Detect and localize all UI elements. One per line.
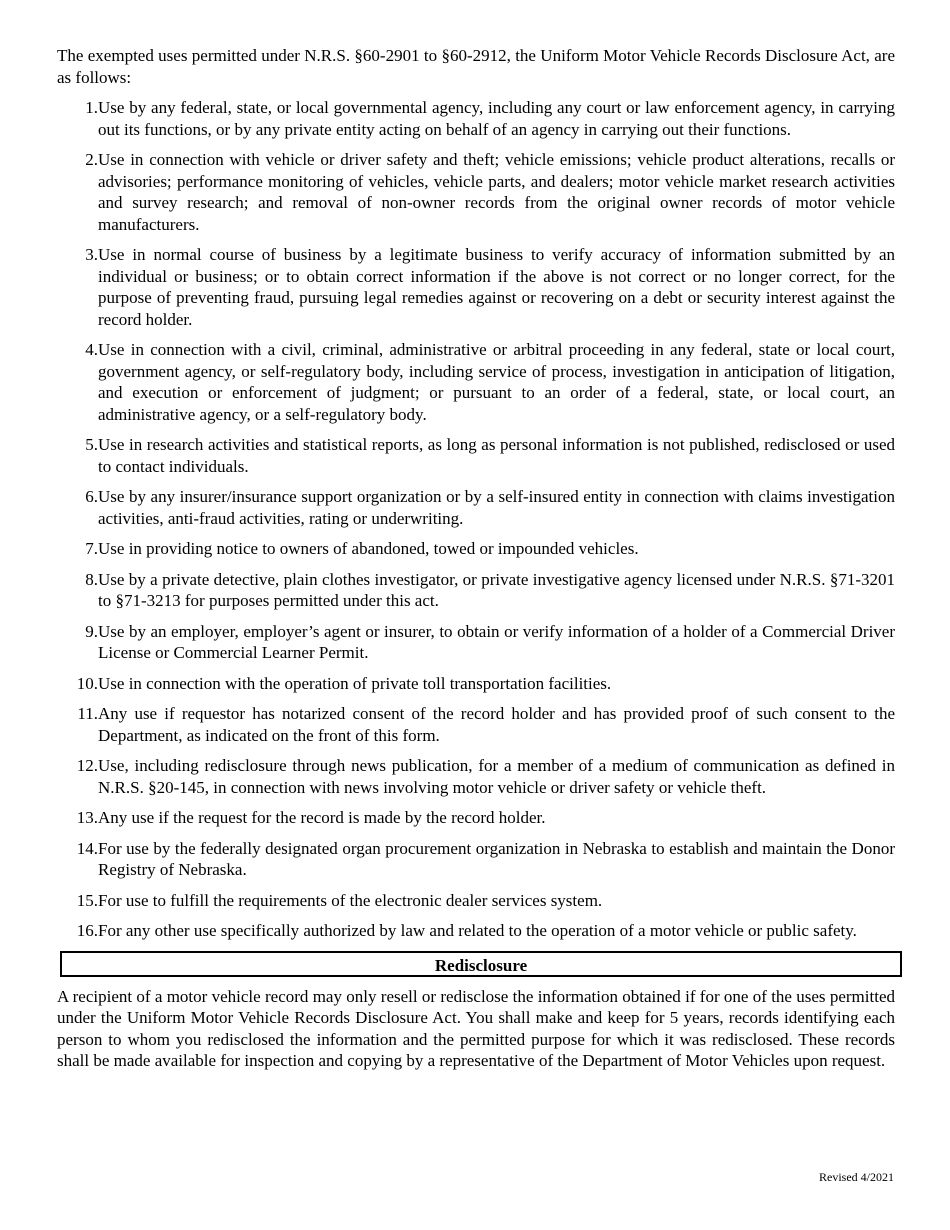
list-item-text: Use in providing notice to owners of abandoned, towed or impounded vehicles. <box>98 539 639 558</box>
list-item <box>57 569 895 612</box>
list-item-text: Use by any insurer/insurance support organization or by a self-insured entity in connection with claims investigation activities, anti-fraud activities, rating or underwriting. <box>98 487 895 528</box>
list-item <box>57 486 895 529</box>
list-item-number: 16. <box>76 921 98 940</box>
list-item <box>57 434 895 477</box>
list-item-text: Use by any federal, state, or local governmental agency, including any court or law enforcement agency, in carrying out its functions, or by any private entity acting on behalf of an agency in carrying out their functions. <box>98 98 895 139</box>
list-item-text: Use, including redisclosure through news publication, for a member of a medium of communication as defined in N.R.S. §20-145, in connection with news involving motor vehicle or driver safety or vehicle theft. <box>98 756 895 797</box>
list-item <box>57 538 895 560</box>
document-page <box>57 45 895 1072</box>
list-item-number: 13. <box>76 808 98 827</box>
list-item <box>57 339 895 425</box>
list-item <box>57 244 895 330</box>
list-item-number: 5. <box>85 435 98 454</box>
list-item-number: 4. <box>85 340 98 359</box>
list-item-text: Any use if the request for the record is made by the record holder. <box>98 808 546 827</box>
list-item-number: 15. <box>76 890 98 910</box>
list-item-text: Use in research activities and statistical reports, as long as personal information is not published, redisclosed or used to contact individuals. <box>98 435 895 476</box>
list-item-number: 7. <box>85 539 98 558</box>
list-item <box>57 703 895 746</box>
list-item-number: 9. <box>85 621 98 641</box>
list-item-text: For any other use specifically authorized by law and related to the operation of a motor vehicle or public safety. <box>98 921 857 940</box>
list-item <box>57 149 895 235</box>
list-item <box>57 673 895 695</box>
list-item-number: 11. <box>77 704 98 723</box>
revised-date: Revised 4/2021 <box>819 1170 894 1184</box>
list-item-number: 12. <box>76 756 98 775</box>
list-item-text: Use in connection with a civil, criminal, administrative or arbitral proceeding in any federal, state or local court, government agency, or self-regulatory body, including service of process, investigation in anticipation of litigation, and execution or enforcement of judgment; or pursuant to an order of a federal, state, or local court, an administrative agency, or a self-regulatory body. <box>98 340 895 424</box>
list-item-number: 14. <box>76 838 98 858</box>
list-item-number: 8. <box>85 569 98 589</box>
list-item <box>57 807 895 829</box>
redisclosure-paragraph: A recipient of a motor vehicle record may only resell or redisclose the information obtained if for one of the uses permitted under the Uniform Motor Vehicle Records Disclosure Act. You shall make and keep for 5 years, records identifying each person to whom you redisclosed the information and the permitted purpose for which it was redisclosed. These records shall be made available for inspection and copying by a representative of the Department of Motor Vehicles upon request. <box>57 986 895 1070</box>
list-item-text: Use by a private detective, plain clothes investigator, or private investigative agency licensed under N.R.S. §71-3201 to §71-3213 for purposes permitted under this act. <box>98 569 895 610</box>
list-item-number: 10. <box>76 673 98 693</box>
list-item-text: Use in connection with the operation of private toll transportation facilities. <box>98 673 612 693</box>
list-item-text: Any use if requestor has notarized consent of the record holder and has provided proof of such consent to the Department, as indicated on the front of this form. <box>98 704 895 745</box>
list-item <box>57 621 895 664</box>
list-item-text: Use by an employer, employer’s agent or insurer, to obtain or verify information of a holder of a Commercial Driver License or Commercial Learner Permit. <box>98 621 895 662</box>
list-item <box>57 97 895 140</box>
intro-paragraph: The exempted uses permitted under N.R.S. §60-2901 to §60-2912, the Uniform Motor Vehicle Records Disclosure Act, are as follows: <box>57 46 895 87</box>
list-item-text: For use by the federally designated organ procurement organization in Nebraska to establish and maintain the Donor Registry of Nebraska. <box>98 838 895 879</box>
list-item-number: 6. <box>85 487 98 506</box>
list-item-number: 1. <box>85 98 98 117</box>
list-item <box>57 890 895 912</box>
list-item-text: Use in connection with vehicle or driver safety and theft; vehicle emissions; vehicle product alterations, recalls or advisories; performance monitoring of vehicles, vehicle parts, and dealers; motor vehicle market research activities and survey research; and removal of non-owner records from the original owner records of motor vehicle manufacturers. <box>98 150 895 234</box>
list-item <box>57 838 895 881</box>
exempted-uses-list <box>57 97 895 942</box>
list-item-number: 2. <box>85 150 98 169</box>
redisclosure-heading: Redisclosure <box>60 951 902 977</box>
list-item <box>57 920 895 942</box>
list-item-number: 3. <box>85 245 98 264</box>
list-item <box>57 755 895 798</box>
list-item-text: For use to fulfill the requirements of the electronic dealer services system. <box>98 890 603 910</box>
list-item-text: Use in normal course of business by a legitimate business to verify accuracy of information submitted by an individual or business; or to obtain correct information if the above is not correct or no longer correct, for the purpose of preventing fraud, pursuing legal remedies against or recovering on a debt or security interest against the record holder. <box>98 245 895 329</box>
